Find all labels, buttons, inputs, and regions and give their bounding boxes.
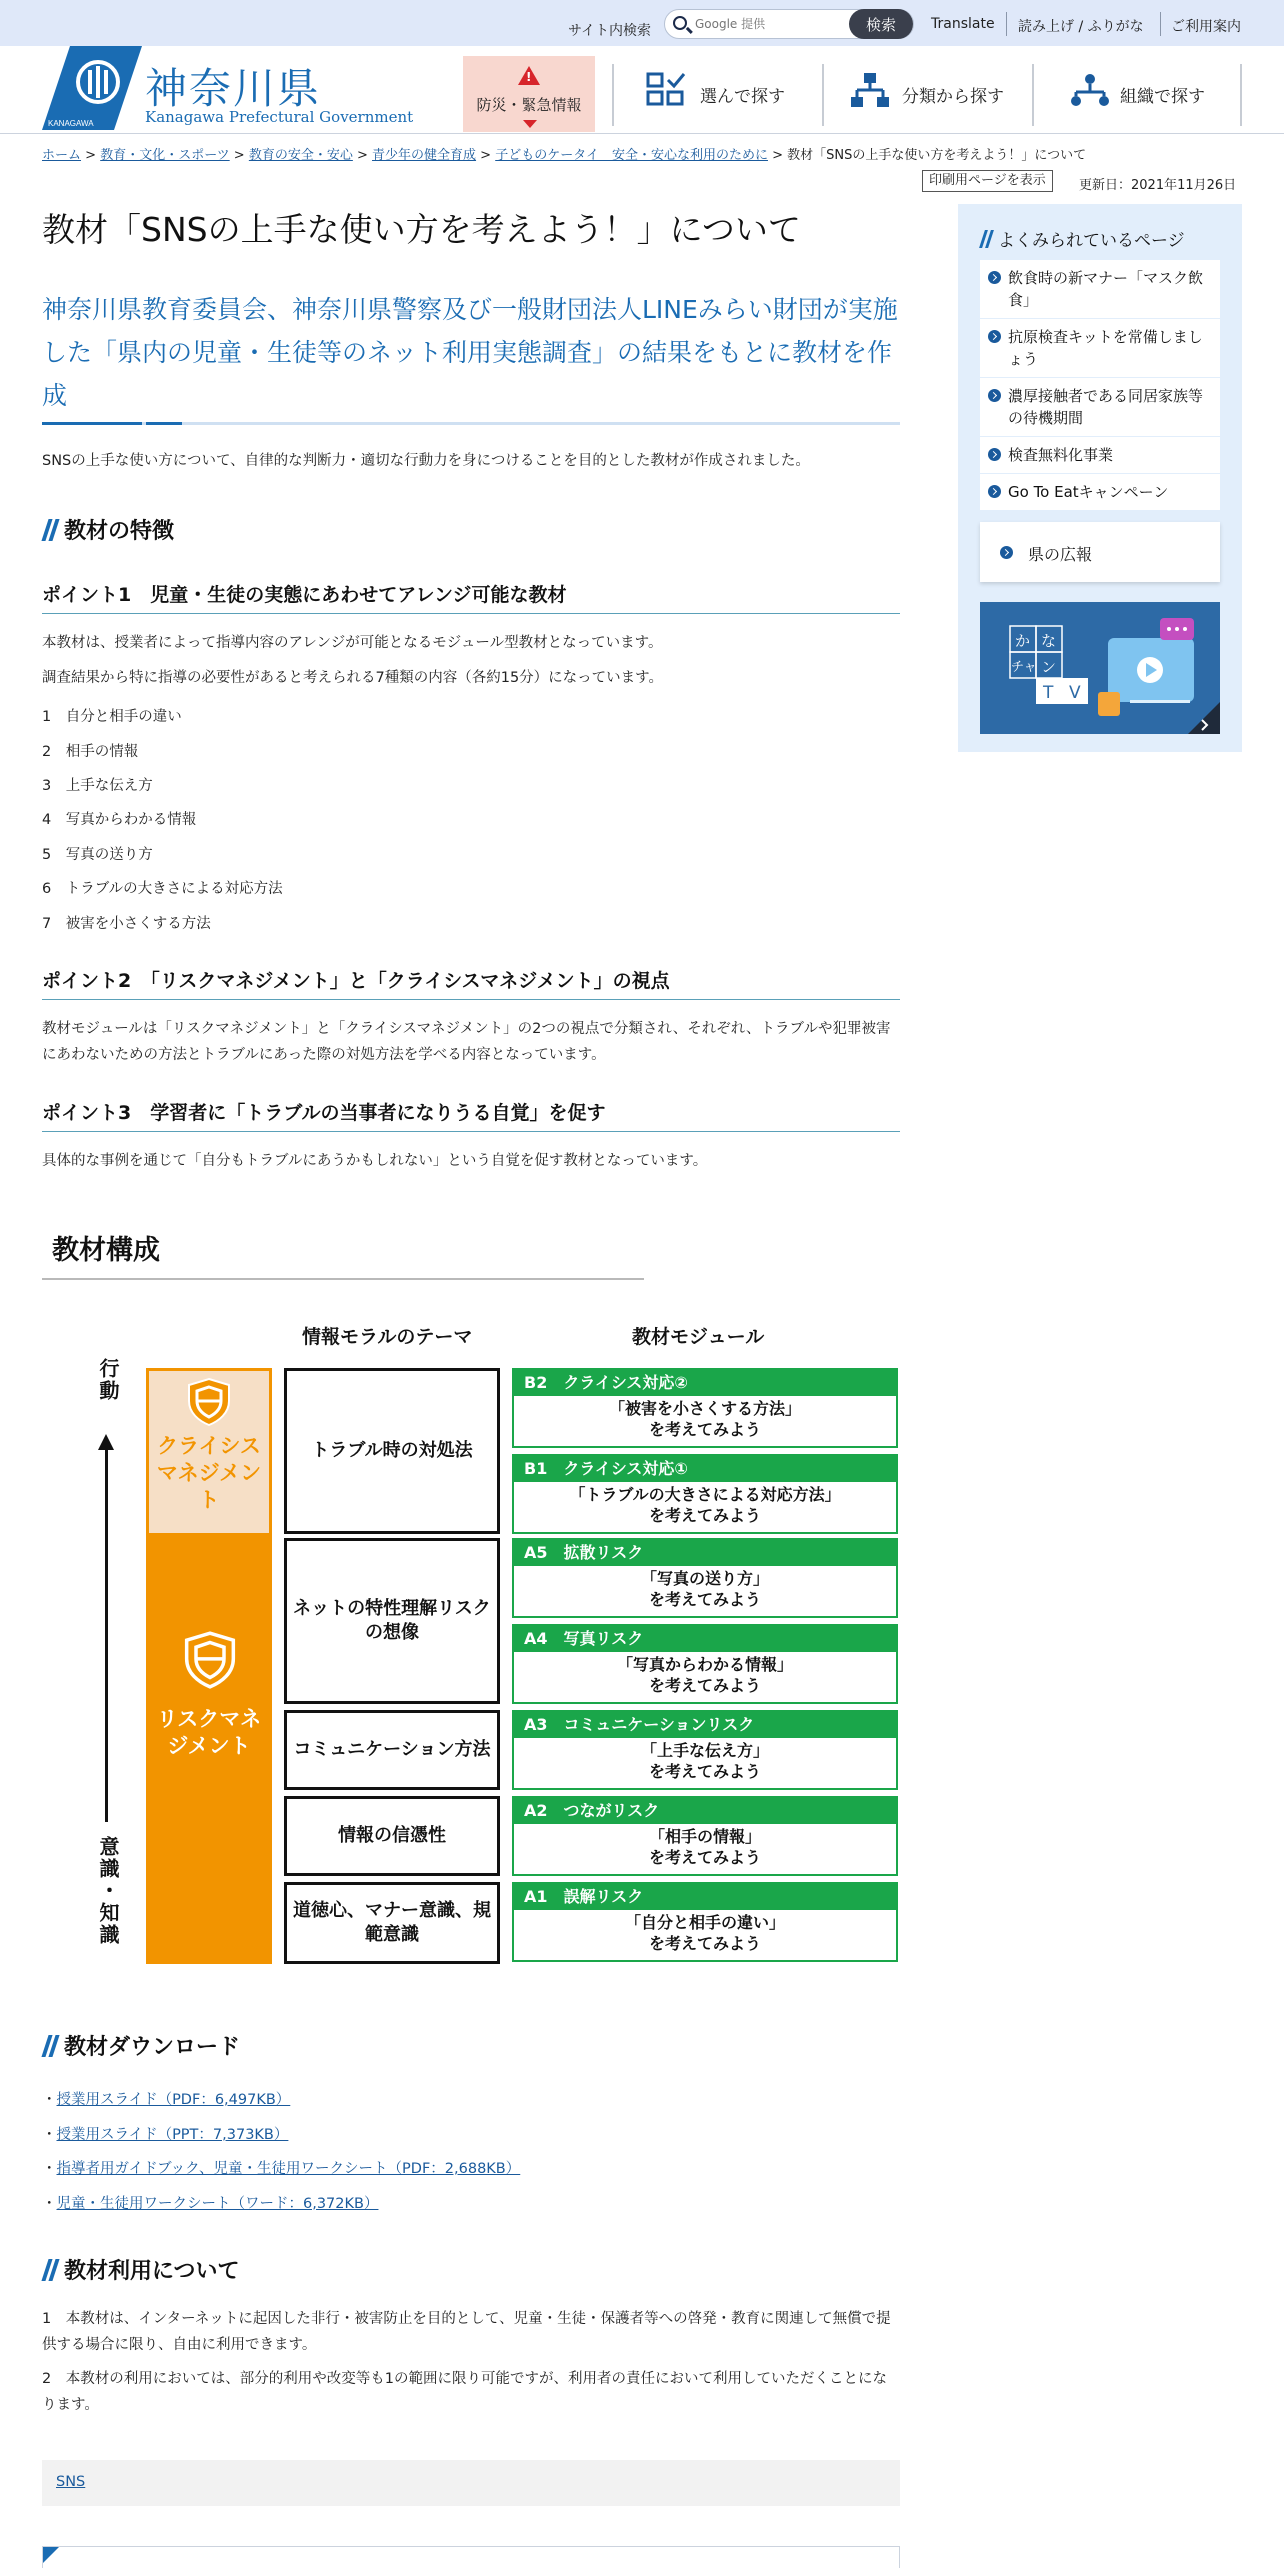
breadcrumb-youth[interactable]: 青少年の健全育成	[372, 148, 477, 163]
logo-subtitle: Kanagawa Prefectural Government	[145, 108, 414, 126]
heading-slash-icon	[980, 230, 994, 248]
organization-icon	[1070, 72, 1110, 108]
download-link[interactable]: 指導者用ガイドブック、児童・生徒用ワークシート（PDF：2,688KB）	[56, 2161, 521, 2177]
logo-title[interactable]: 神奈川県	[145, 64, 322, 113]
divider	[612, 64, 614, 126]
utility-bar	[0, 0, 1284, 46]
guide-link[interactable]: ご利用案内	[1171, 19, 1241, 35]
download-item: ・授業用スライド（PDF：6,497KB）	[42, 2092, 291, 2108]
module-box	[512, 1538, 898, 1618]
shield-icon	[182, 1630, 238, 1690]
theme-box: ネットの特性理解リスクの想像	[284, 1538, 500, 1704]
nav-label: 選んで探す	[700, 87, 785, 107]
download-item: ・指導者用ガイドブック、児童・生徒用ワークシート（PDF：2,688KB）	[42, 2161, 521, 2177]
module-body: 「トラブルの大きさによる対応方法」 を考えてみよう	[569, 1485, 841, 1525]
tag-link[interactable]: SNS	[56, 2474, 86, 2490]
emergency-info-button[interactable]	[463, 56, 595, 132]
nav-category-search[interactable]	[846, 56, 1026, 130]
module-box	[512, 1454, 898, 1534]
list-item: 6 トラブルの大きさによる対応方法	[42, 881, 283, 897]
chevron-right-icon	[988, 389, 1001, 402]
search-input[interactable]	[695, 13, 815, 35]
module-header: A2 つながリスク	[514, 1798, 896, 1824]
logo-small-text: KANAGAWA	[48, 119, 94, 128]
material-structure-diagram	[42, 1300, 900, 1970]
chevron-right-icon	[988, 485, 1001, 498]
updated-date: 更新日：2021年11月26日	[1079, 178, 1237, 193]
list-item: 4 写真からわかる情報	[42, 812, 197, 828]
list-item: 3 上手な伝え方	[42, 778, 153, 794]
module-body: 「上手な伝え方」 を考えてみよう	[640, 1741, 769, 1781]
page-title: 教材「SNSの上手な使い方を考えよう！」について	[42, 210, 801, 249]
kanachan-tv-logo-icon	[980, 602, 1220, 734]
prefecture-pr-button[interactable]	[980, 522, 1220, 582]
search-button[interactable]: 検索	[849, 9, 913, 39]
chevron-right-icon	[988, 271, 1001, 284]
banner-text: ン	[1041, 658, 1057, 676]
list-item: 5 写真の送り方	[42, 847, 153, 863]
point1-paragraph: 本教材は、授業者によって指導内容のアレンジが可能となるモジュール型教材となっています。	[42, 635, 663, 651]
point2-heading: ポイント2 「リスクマネジメント」と「クライシスマネジメント」の視点	[42, 966, 900, 1000]
sidebar-item[interactable]: 飲食時の新マナー「マスク飲食」	[980, 260, 1220, 319]
download-link[interactable]: 授業用スライド（PPT：7,373KB）	[56, 2127, 289, 2143]
module-box	[512, 1882, 898, 1962]
structure-heading: 教材構成	[52, 1235, 160, 1266]
list-item: 7 被害を小さくする方法	[42, 916, 211, 932]
risk-label: リスクマネジメント	[156, 1707, 262, 1758]
nav-select-search[interactable]	[640, 56, 820, 130]
features-heading: 教材の特徴	[42, 514, 174, 545]
download-link[interactable]: 授業用スライド（PDF：6,497KB）	[56, 2092, 291, 2108]
module-box	[512, 1368, 898, 1448]
related-info-box	[42, 2546, 900, 2568]
module-box	[512, 1796, 898, 1876]
warning-icon	[518, 66, 540, 85]
module-header: B2 クライシス対応②	[514, 1370, 896, 1396]
popular-pages-list	[980, 260, 1220, 511]
chevron-right-icon	[988, 330, 1001, 343]
kanagawa-logo-icon[interactable]	[42, 46, 142, 130]
sidebar-item[interactable]: 検査無料化事業	[980, 437, 1220, 474]
crisis-management-box	[146, 1368, 272, 1536]
sidebar-item[interactable]: Go To Eatキャンペーン	[980, 474, 1220, 511]
point1-paragraph: 調査結果から特に指導の必要性があると考えられる7種類の内容（各約15分）になっています。	[42, 670, 664, 686]
breadcrumb-education[interactable]: 教育・文化・スポーツ	[100, 148, 230, 163]
hierarchy-icon	[850, 72, 890, 108]
theme-box: トラブル時の対処法	[284, 1368, 500, 1534]
point1-heading: ポイント1 児童・生徒の実態にあわせてアレンジ可能な教材	[42, 580, 900, 614]
checklist-icon	[646, 72, 686, 108]
breadcrumb-home[interactable]: ホーム	[42, 148, 82, 163]
usage-heading: 教材利用について	[42, 2254, 240, 2285]
point2-paragraph: 教材モジュールは「リスクマネジメント」と「クライシスマネジメント」の2つの視点で分類され、それぞれ、トラブルや犯罪被害にあわないための方法とトラブルにあった際の対処方法を学べる内容となっています。	[42, 1021, 891, 1063]
translate-link[interactable]: Translate	[931, 16, 995, 32]
theme-box: 情報の信憑性	[284, 1796, 500, 1876]
point3-paragraph: 具体的な事例を通じて「自分もトラブルにあうかもしれない」という自覚を促す教材となっています。	[42, 1153, 708, 1169]
divider	[1032, 64, 1034, 126]
heading-slash-icon	[42, 2259, 58, 2281]
divider	[822, 64, 824, 126]
theme-box: 道徳心、マナー意識、規範意識	[284, 1882, 500, 1964]
module-box	[512, 1624, 898, 1704]
print-page-button[interactable]: 印刷用ページを表示	[922, 170, 1053, 192]
theme-box: コミュニケーション方法	[284, 1710, 500, 1790]
column-header-theme: 情報モラルのテーマ	[302, 1326, 473, 1348]
shield-icon	[185, 1377, 233, 1427]
sidebar-item[interactable]: 濃厚接触者である同居家族等の待機期間	[980, 378, 1220, 437]
site-search-label: サイト内検索	[568, 23, 652, 39]
banner-text: T	[1043, 683, 1054, 703]
module-header: A1 誤解リスク	[514, 1884, 896, 1910]
sidebar	[958, 204, 1242, 752]
intro-text: SNSの上手な使い方について、自律的な判断力・適切な行動力を身につけることを目的とした教材が作成されました。	[42, 453, 810, 469]
search-icon	[673, 16, 687, 30]
divider	[1006, 12, 1007, 36]
point3-heading: ポイント3 学習者に「トラブルの当事者になりうる自覚」を促す	[42, 1098, 900, 1132]
list-item: 1 自分と相手の違い	[42, 709, 182, 725]
axis-line	[105, 1446, 108, 1822]
module-header: B1 クライシス対応①	[514, 1456, 896, 1482]
lead-underline	[42, 422, 900, 425]
sidebar-item[interactable]: 抗原検査キットを常備しましょう	[980, 319, 1220, 378]
banner-text: か	[1015, 632, 1031, 650]
heading-slash-icon	[42, 2035, 58, 2057]
module-body: 「自分と相手の違い」 を考えてみよう	[624, 1913, 785, 1953]
nav-label: 分類から探す	[902, 87, 1004, 107]
module-header: A5 拡散リスク	[514, 1540, 896, 1566]
usage-paragraph: 1 本教材は、インターネットに起因した非行・被害防止を目的として、児童・生徒・保護者等への啓発・教育に関連して無償で提供する場合に限り、自由に利用できます。	[42, 2311, 891, 2353]
column-header-module: 教材モジュール	[632, 1326, 765, 1348]
emergency-label: 防災・緊急情報	[476, 96, 582, 114]
module-box	[512, 1710, 898, 1790]
module-body: 「被害を小さくする方法」 を考えてみよう	[608, 1399, 801, 1439]
download-item: ・児童・生徒用ワークシート（ワード：6,372KB）	[42, 2196, 379, 2212]
crisis-label: クライシスマネジメント	[156, 1434, 262, 1512]
module-header: A3 コミュニケーションリスク	[514, 1712, 896, 1738]
download-link[interactable]: 児童・生徒用ワークシート（ワード：6,372KB）	[56, 2196, 379, 2212]
breadcrumb-safety[interactable]: 教育の安全・安心	[248, 148, 353, 163]
breadcrumb: ホーム > 教育・文化・スポーツ > 教育の安全・安心 > 青少年の健全育成 > 子どものケータイ 安全・安心な利用のために > 教材「SNSの上手な使い方を考えよう！」について	[42, 148, 1087, 163]
axis-label-bottom: 意識・知識	[96, 1836, 120, 1946]
pr-label: 県の広報	[1028, 545, 1093, 564]
usage-paragraph: 2 本教材の利用においては、部分的利用や改変等も1の範囲に限り可能ですが、利用者の責任において利用していただくことになります。	[42, 2371, 887, 2413]
heading-slash-icon	[42, 519, 58, 541]
sidebar-title: よくみられているページ	[980, 226, 1185, 251]
breadcrumb-mobile[interactable]: 子どものケータイ 安全・安心な利用のために	[495, 148, 768, 163]
banner-text: な	[1041, 632, 1057, 650]
divider	[42, 1278, 644, 1280]
nav-organization-search[interactable]	[1066, 56, 1246, 130]
list-item: 2 相手の情報	[42, 744, 139, 760]
module-body: 「写真の送り方」 を考えてみよう	[640, 1569, 769, 1609]
download-heading: 教材ダウンロード	[42, 2030, 240, 2061]
chevron-right-icon	[1000, 546, 1013, 559]
divider	[1240, 64, 1242, 126]
axis-label-top: 行動	[96, 1358, 120, 1402]
chevron-right-icon	[988, 448, 1001, 461]
banner-text: V	[1069, 683, 1081, 703]
nav-label: 組織で探す	[1120, 87, 1205, 107]
risk-management-box	[146, 1536, 272, 1964]
module-header: A4 写真リスク	[514, 1626, 896, 1652]
breadcrumb-current: 教材「SNSの上手な使い方を考えよう！」について	[787, 148, 1087, 163]
download-item: ・授業用スライド（PPT：7,373KB）	[42, 2127, 289, 2143]
module-body: 「相手の情報」 を考えてみよう	[648, 1827, 761, 1867]
site-header	[0, 46, 1284, 134]
lead-title: 神奈川県教育委員会、神奈川県警察及び一般財団法人LINEみらい財団が実施した「県内の児童・生徒等のネット利用実態調査」の結果をもとに教材を作成	[42, 295, 898, 410]
tag-area	[42, 2460, 900, 2506]
kanachan-tv-banner[interactable]	[980, 602, 1220, 734]
banner-text: チャ	[1011, 660, 1037, 675]
read-aloud-link[interactable]: 読み上げ / ふりがな	[1018, 19, 1144, 35]
module-body: 「写真からわかる情報」 を考えてみよう	[616, 1655, 793, 1695]
divider	[1160, 12, 1161, 36]
chevron-down-icon	[523, 120, 537, 128]
